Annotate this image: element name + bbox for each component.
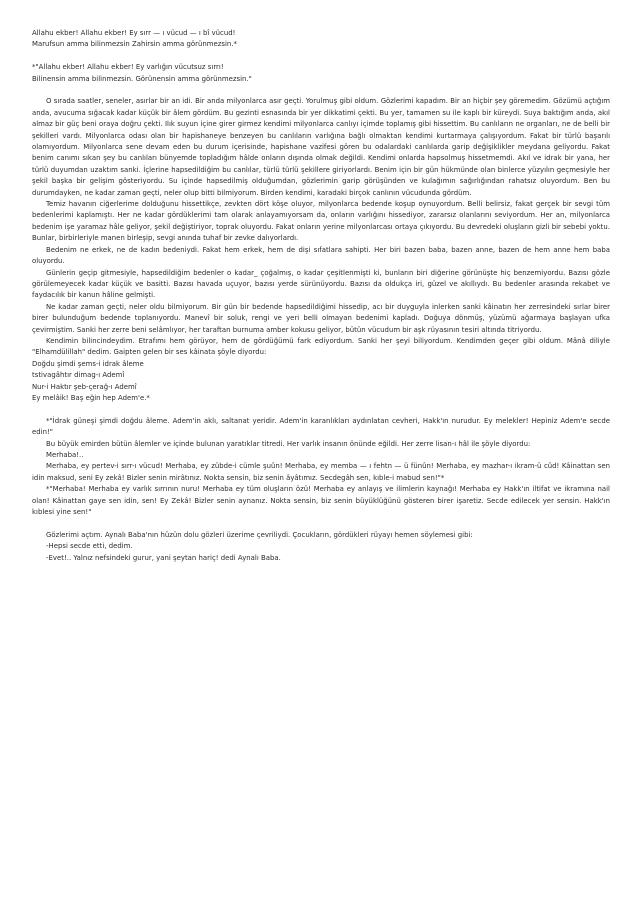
text-paragraph: O sırada saatler, seneler, asırlar bir an idi. Bir anda milyonlarca asır geçti. Yorulmuş gibi oldum. Gözlerimi kapadım. Bir an hiçbir şey göremedim. Gözümü açtığım anda, avucuma sığacak kadar küçük bir âlem gördüm. Bu gezinti esnasında bir yer dikkatimi çekti. Bu yer, tamamen su ile kaplı bir küreydi. Suya baktığım anda, akıl almaz bir güç beni oraya doğru çekti. Ilık suyun içine girer girmez kendimi milyonlarca canlıyı içimde toplamış gibi hissettim. Bu canlıların ne organları, ne de belli bir şekilleri vardı. Milyonlarca odası olan bir hapishaneye benzeyen bu canlıların varlığına bağlı olmaktan kendimi kurtarmaya çalışıyordum. Fakat bir türlü başarılı olamıyordum. Milyonlarca sene devam eden bu durum içerisinde, hapishane vazifesi gören bu odalardaki canlılarda garip değişiklikler meydana geliyordu. Fakat benim canımı sıkan şey bu canlıları bünyemde topladığım hâlde onların dışında olmak değildi. Kendimi onlarda hapsolmuş hissetmemdi. Akıl ve idrak bir yana, her türlü duyumdan uzaktım sanki. İçlerine hapsedildiğim bu canlılar, türlü türlü şekillere giriyorlardı. Benim için bir gün hükmünde olan binlerce yüzyılın geçmesiyle her şekil başka bir gelişim gösteriyordu. Su içinde hapsedilmiş olduğumdan, gözlerimin garip görüşünden ve kulağımın sağırlığından rahatsız oluyordum. Ben bu durumdayken, ne kadar zaman geçti, neler olup bitti bilmiyorum. Birden kendimi, karadaki birçok canlının vücudunda gördüm.: [32, 97, 610, 197]
text-paragraph: Marufsun amma bilinmezsin Zahirsin amma görünmezsin.*: [32, 40, 237, 49]
text-paragraph: Bilinensin amma bilinmezsin. Görünensin amma görünmezsin.": [32, 74, 252, 83]
text-paragraph: *"İdrak güneşi şimdi doğdu âleme. Adem'in aklı, saltanat yeridir. Adem'in karanlıkları aydınlatan cevheri, Hakk'ın nurudur. Ey melekler! Hepiniz Adem'e secde edin!": [32, 416, 610, 437]
paragraph-spacer: [32, 51, 610, 62]
text-paragraph: Bedenim ne erkek, ne de kadın bedeniydi. Fakat hem erkek, hem de dişi sıfatlara sahipti. Her biri bazen baba, bazen anne, bazen de hem anne hem baba oluyordu.: [32, 245, 610, 266]
text-paragraph: -Evet!.. Yalnız nefsindeki gurur, yani şeytan hariç! dedi Aynalı Baba.: [46, 553, 281, 562]
text-paragraph: Merhaba, ey pertev-i sırr-ı vücud! Merhaba, ey zübde-i cümle şuûn! Merhaba, ey memba — ı fehtn — ü fünûn! Merhaba, ey mazhar-ı ikram-ü cûd! Kâinattan sen idin maksud, seni Ey zekâ! Bizler senin mirâtınız. Nokta sensin, biz senin âyâtımız. Secdegâh sen, kıble-i mabud sen!"*: [32, 462, 610, 482]
paragraph-spacer: [32, 85, 610, 96]
text-paragraph: *"Merhaba! Merhaba ey varlık sırrının nuru! Merhaba ey tüm oluşların özü! Merhaba ey anlayış ve ilimlerin kaynağı! Merhaba ey Hakk'ın iltifat ve ikramına nail olan! Kâinattan gaye sen idin, sen! Ey Zekâ! Bizler senin aynanız. Nokta sensin, biz senin büyüklüğünü gösteren birer işaretiz. Secde edilecek yer sensin. Hakk'ın kıblesi yine sen!": [32, 485, 610, 517]
text-paragraph: Günlerin geçip gitmesiyle, hapsedildiğim bedenler o kadar_ çoğalmış, o kadar çeşitlenmişti ki, bunların biri diğerine görünüşte hiç benzemiyordu. Bazısı gözle görülemeyecek kadar küçük ve basitti. Bazısı havada uçuyor, bazısı yerde sürünüyordu. Bazısı da oldukça iri, güzel ve akıllıydı. Bu bedenler arasında rekabet ve faydacılık bir kanun hâline gelmişti.: [32, 268, 610, 300]
text-paragraph: -Hepsi secde etti, dedim.: [46, 542, 133, 551]
text-paragraph: Gözlerimi açtım. Aynalı Baba'nın hüzün dolu gözleri üzerime çevriliydi. Çocukların, gördükleri rüyayı hemen söylemesi gibi:: [46, 530, 473, 539]
poem-line: Nur-i Haktır şeb-çerağ-ı Ademî: [32, 382, 137, 391]
paragraph-spacer: [32, 404, 610, 415]
poem-line: Ey melâik! Baş eğin hep Adem'e.*: [32, 393, 150, 402]
text-paragraph: Merhaba!..: [46, 450, 84, 459]
text-paragraph: Bu büyük emirden bütün âlemler ve içinde bulunan yaratıklar titredi. Her varlık insanın önünde eğildi. Her zerre lisan-ı hâl ile şöyle diyordu:: [46, 439, 531, 448]
text-paragraph: Allahu ekber! Allahu ekber! Ey sırr — ı vücud — ı bî vücud!: [32, 29, 236, 37]
paragraph-spacer: [32, 518, 610, 529]
text-paragraph: *"Allahu ekber! Allahu ekber! Ey varlığın vücutsuz sırrı!: [32, 63, 224, 72]
text-paragraph: Kendimin bilincindeydim. Etrafımı hem görüyor, hem de gördüğümü fark ediyordum. Sanki her şeyi biliyordum. Kendimden geçer gibi oldum. Mânâ diliyle "Elhamdülillah" dedim. Gaipten gelen bir ses kâinata şöyle diyordu:: [32, 336, 610, 357]
text-paragraph: Ne kadar zaman geçti, neler oldu bilmiyorum. Bir gün bir bedende hapsedildiğimi hissedip, acı bir duyguyla inlerken sanki kâinatın her zerresindeki sırlar birer birer bulunduğum bedende toplanıyordu. Manevî bir soluk, rengi ve yeri belli olmayan bedenimi kapladı. Doğuya dönmüş, yüzümü ağarmaya başlayan ufka çevirmiştim. Sanki her zerre beni selâmlıyor, her taraftan burnuma amber kokusu geliyor, bütün vücudum bir aşk rüyasının tesiri altında titriyordu.: [32, 302, 610, 334]
poem-line: Doğdu şimdi şems-i idrak âleme: [32, 359, 144, 368]
document-page: [32, 28, 610, 564]
text-paragraph: Temiz havanın ciğerlerime dolduğunu hissettikçe, zevkten dört köşe oluyor, milyonlarca bedende koşup oynuyordum. Belli belirsiz, fakat gerçek bir sevgi tüm bedenlerimi kaplamıştı. Her ne kadar gördüklerimi tam olarak anlayamıyorsam da, onların varlığını hissediyor, zararsız olanlarını seviyordum. Her an, milyonlarca bedenim işe yaramaz hâle geliyor, şekil değiştiriyor, toprak oluyordu. Fakat onların yerine milyonlarcası ortaya çıkıyordu. Bu devredeki oluşların gizli bir sebebi yoktu. Bunlar, birbirleriyle manen birleşip, sevgi anında tuhaf bir zevke dalıyorlardı.: [32, 200, 610, 243]
poem-line: tstivagâhtır dimag-ı Ademî: [32, 371, 125, 380]
